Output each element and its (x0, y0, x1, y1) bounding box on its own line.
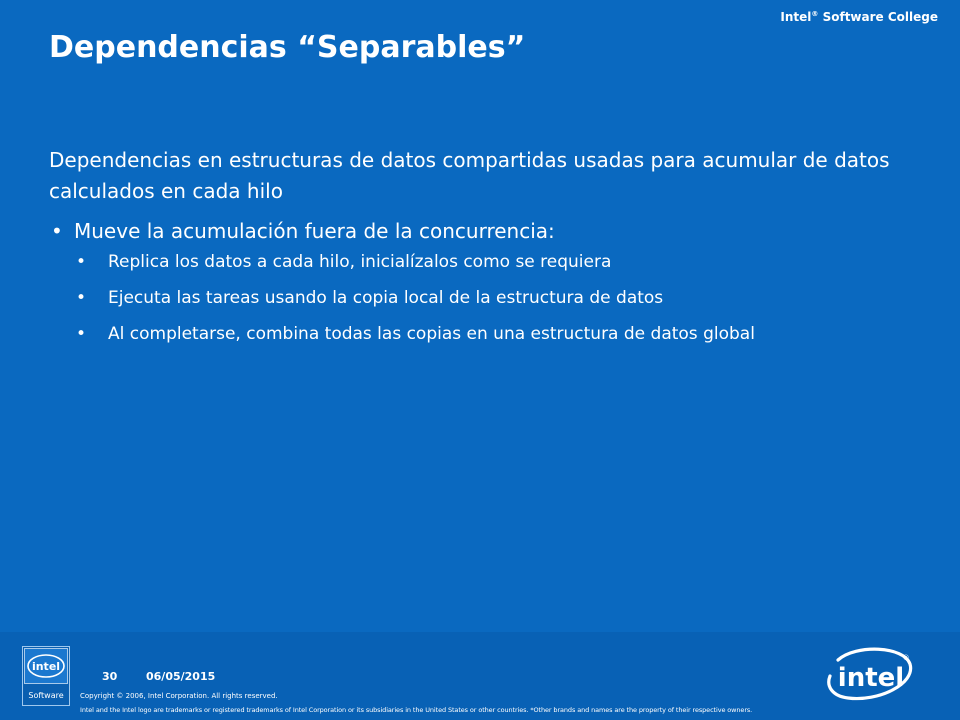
copyright-notice: Copyright © 2006, Intel Corporation. All rights reserved. (80, 692, 278, 700)
bullet-list (49, 216, 929, 347)
header-brand-name: Intel (780, 10, 812, 24)
sub-bullet-item (74, 321, 928, 347)
page-number: 30 (102, 670, 118, 683)
header-brand (780, 10, 938, 24)
header-brand-suffix: Software College (818, 10, 938, 24)
intel-software-logo (22, 646, 70, 706)
header-brand-registered-mark: ® (811, 10, 819, 18)
slide-content (49, 145, 929, 357)
sub-bullet-marker: • (76, 288, 87, 308)
intel-logo-word: intel (837, 663, 905, 693)
software-logo-word: intel (31, 660, 61, 673)
slide-title: Dependencias “Separables” (49, 30, 526, 65)
software-logo-caption: Software (28, 691, 64, 700)
slide-date: 06/05/2015 (146, 670, 216, 683)
lead-paragraph: Dependencias en estructuras de datos compartidas usadas para acumular de datos calculados en cada hilo (49, 148, 890, 203)
bullet-text: Mueve la acumulación fuera de la concurrencia: (74, 219, 555, 243)
sub-bullet-list (74, 249, 929, 347)
trademark-notice: Intel and the Intel logo are trademarks or registered trademarks of Intel Corporation or its subsidiaries in the United States or other countries. *Other brands and names are the property of their respective owners. (80, 706, 753, 714)
intel-logo (826, 646, 916, 708)
sub-bullet-item (74, 285, 928, 311)
sub-bullet-marker: • (76, 324, 87, 344)
bullet-item (49, 216, 929, 347)
sub-bullet-text: Ejecuta las tareas usando la copia local de la estructura de datos (108, 288, 664, 308)
sub-bullet-marker: • (76, 252, 87, 272)
sub-bullet-item (74, 249, 928, 275)
sub-bullet-text: Replica los datos a cada hilo, inicialízalos como se requiera (108, 252, 612, 272)
sub-bullet-text: Al completarse, combina todas las copias en una estructura de datos global (108, 324, 755, 344)
bullet-marker: • (51, 219, 63, 243)
intel-logo-registered-mark: ® (902, 654, 910, 662)
